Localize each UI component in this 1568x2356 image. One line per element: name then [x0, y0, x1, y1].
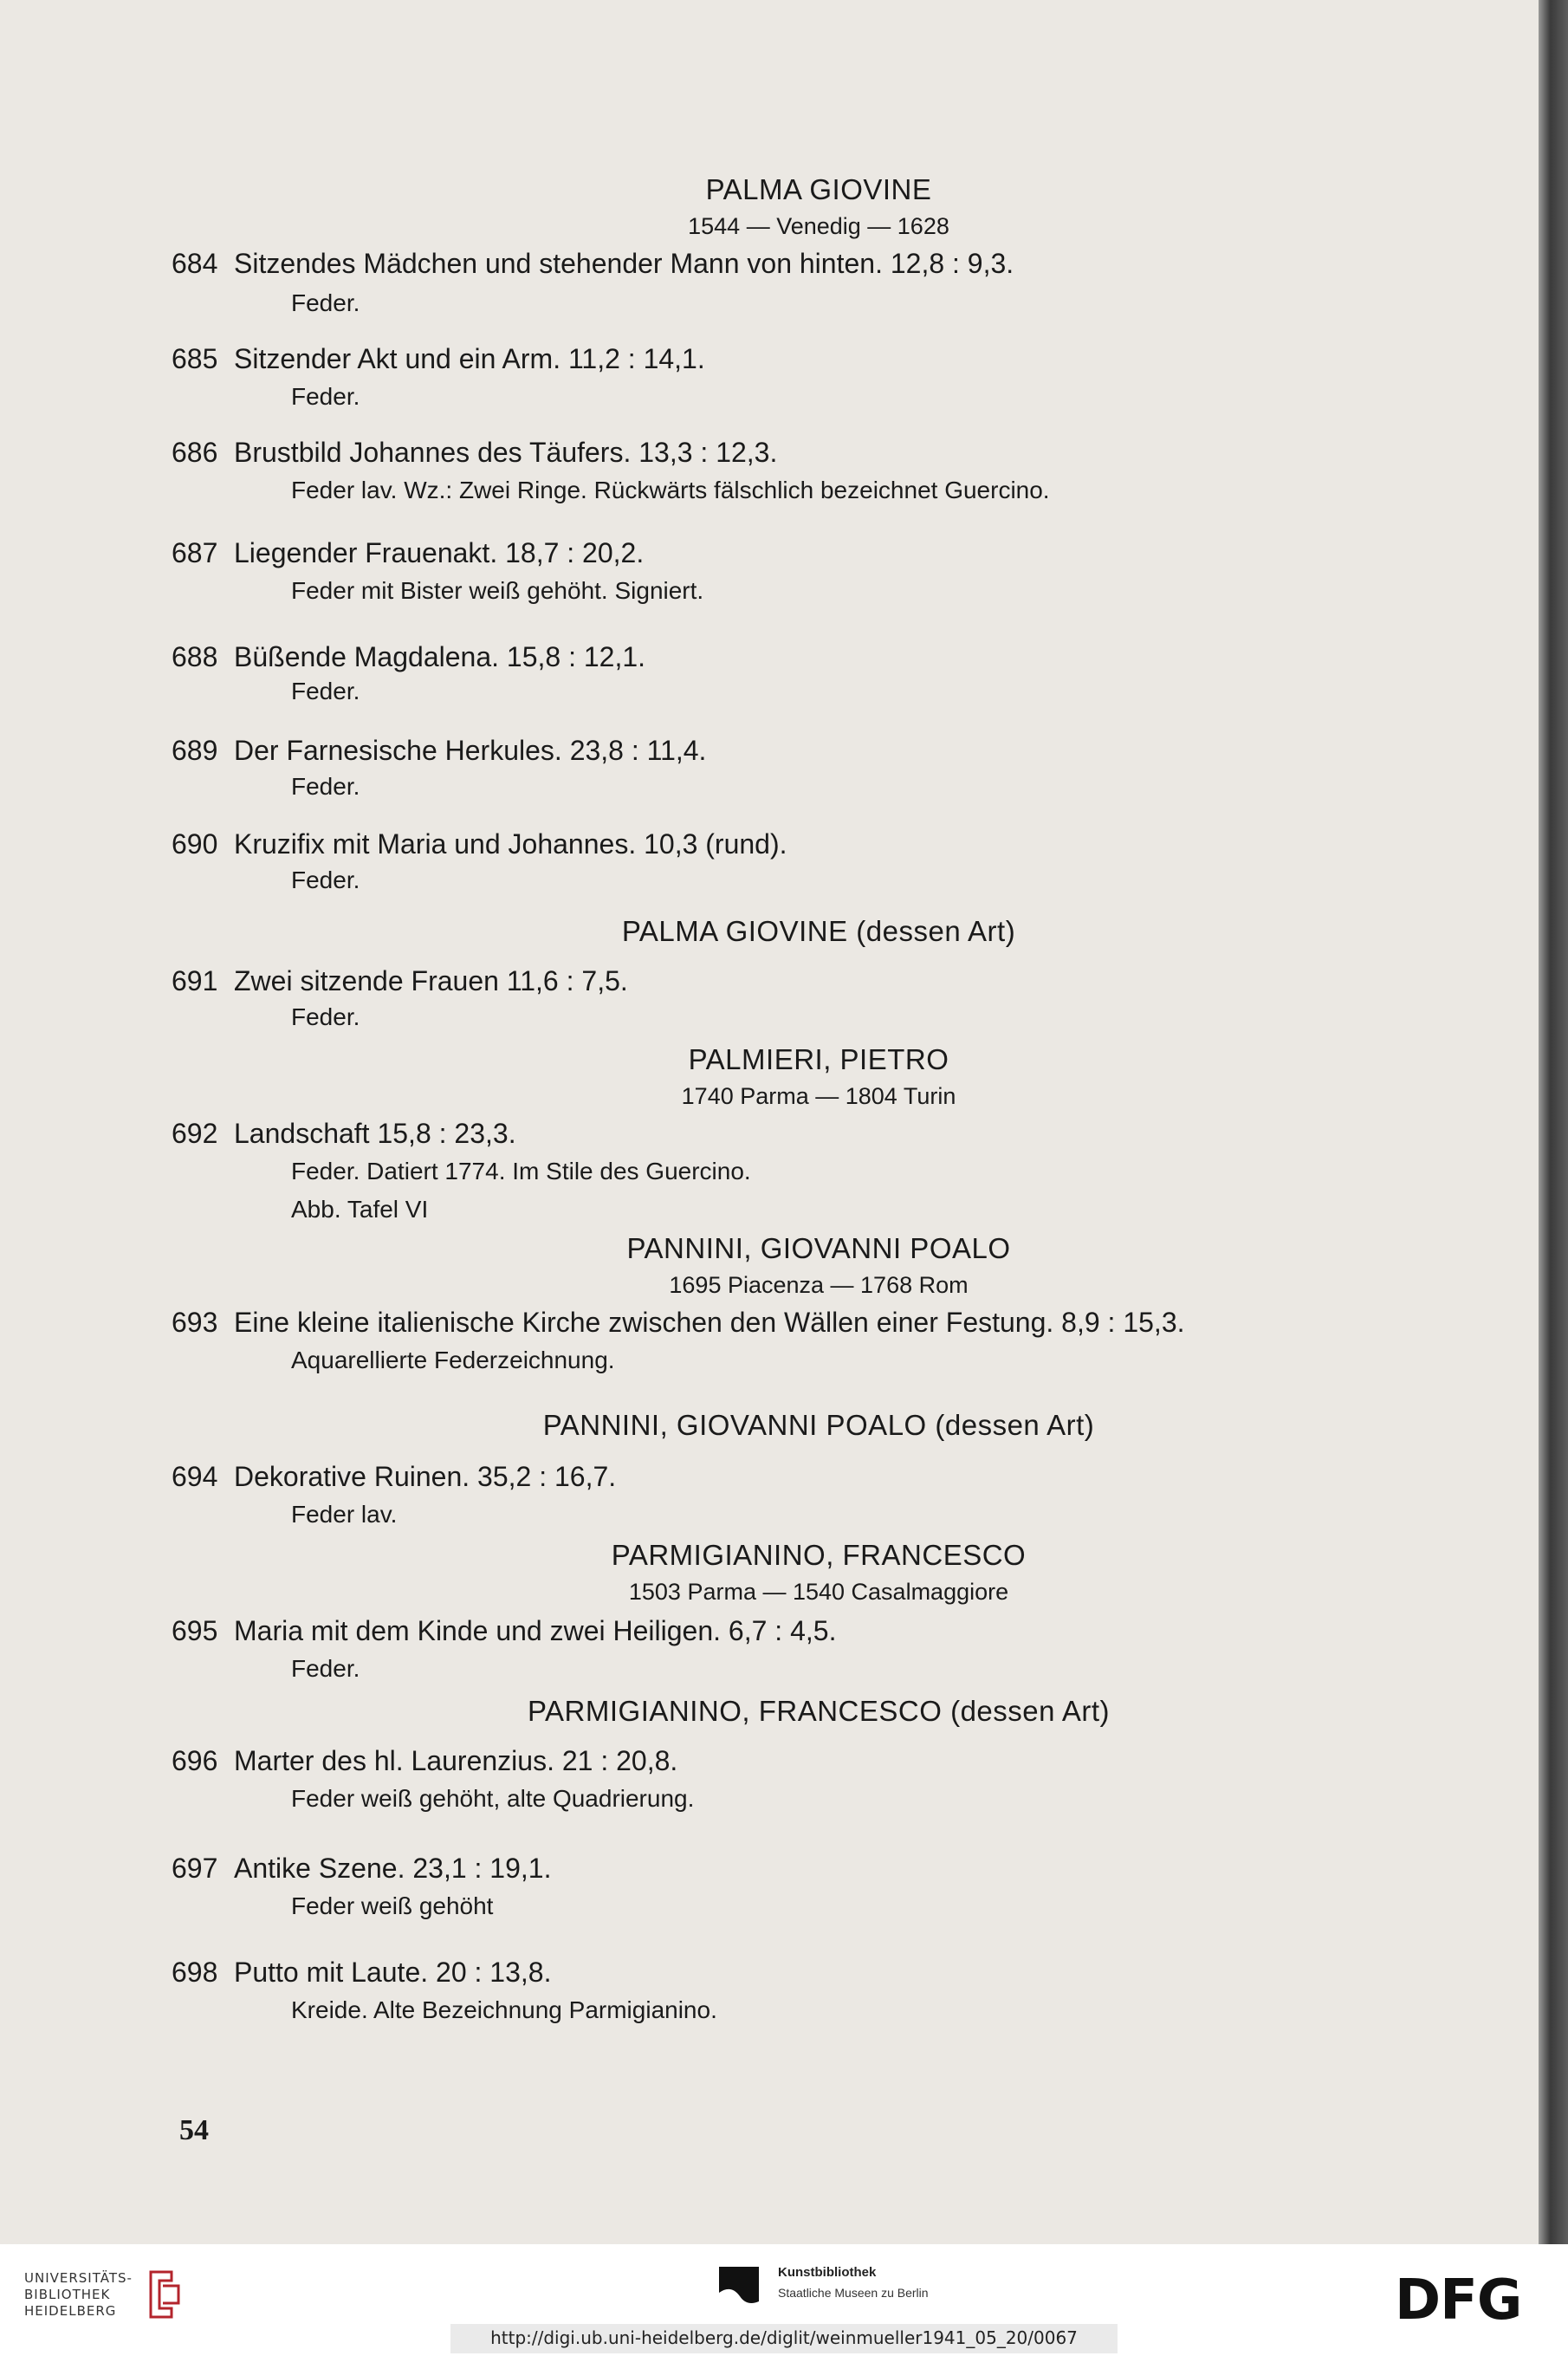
- catalog-entry: 695 Maria mit dem Kinde und zwei Heiligen. 6,7 : 4,5.: [172, 1615, 837, 1646]
- artist-heading: PALMA GIOVINE (dessen Art): [621, 915, 1016, 947]
- entry-note: Aquarellierte Federzeichnung.: [291, 1347, 615, 1373]
- entry-note: Feder.: [291, 1655, 360, 1682]
- entry-note: Feder.: [291, 289, 360, 316]
- entry-note: Feder.: [291, 1003, 360, 1030]
- catalog-entry: 691 Zwei sitzende Frauen 11,6 : 7,5.: [172, 965, 628, 996]
- artist-heading: PALMIERI, PIETRO: [688, 1043, 949, 1075]
- entry-note: Feder. Datiert 1774. Im Stile des Guercino.: [291, 1158, 751, 1184]
- logo-text-line: HEIDELBERG: [24, 2303, 117, 2319]
- entry-note: Feder.: [291, 383, 360, 410]
- dfg-logo[interactable]: DFG: [1395, 2268, 1522, 2333]
- artist-dates: 1740 Parma — 1804 Turin: [681, 1083, 956, 1109]
- catalog-entry: 697 Antike Szene. 23,1 : 19,1.: [172, 1853, 552, 1884]
- entry-note: Feder.: [291, 866, 360, 893]
- entry-note: Feder.: [291, 773, 360, 800]
- uni-heidelberg-mark-icon: [147, 2268, 184, 2320]
- kunstbibliothek-subtitle: Staatliche Museen zu Berlin: [778, 2286, 929, 2300]
- artist-heading: PARMIGIANINO, FRANCESCO (dessen Art): [527, 1695, 1110, 1727]
- entry-note: Feder.: [291, 678, 360, 704]
- artist-heading: PALMA GIOVINE: [705, 173, 932, 205]
- book-gutter: [1539, 0, 1568, 2244]
- artist-heading: PANNINI, GIOVANNI POALO (dessen Art): [542, 1409, 1095, 1441]
- artist-dates: 1544 — Venedig — 1628: [688, 213, 949, 239]
- entry-note: Feder lav.: [291, 1501, 398, 1528]
- entry-note: Feder weiß gehöht: [291, 1892, 494, 1919]
- catalog-entry: 684 Sitzendes Mädchen und stehender Mann von hinten. 12,8 : 9,3.: [172, 248, 1014, 279]
- catalog-entry: 689 Der Farnesische Herkules. 23,8 : 11,4.: [172, 735, 707, 766]
- catalog-entry: 686 Brustbild Johannes des Täufers. 13,3 : 12,3.: [172, 437, 778, 468]
- entry-note: Abb. Tafel VI: [291, 1196, 429, 1223]
- artist-heading: PANNINI, GIOVANNI POALO: [626, 1232, 1011, 1264]
- entry-note: Feder lav. Wz.: Zwei Ringe. Rückwärts fälschlich bezeichnet Guercino.: [291, 477, 1050, 503]
- logo-text-line: UNIVERSITÄTS-: [24, 2270, 133, 2286]
- catalog-entry: 692 Landschaft 15,8 : 23,3.: [172, 1118, 516, 1149]
- entry-note: Feder mit Bister weiß gehöht. Signiert.: [291, 577, 704, 604]
- artist-dates: 1503 Parma — 1540 Casalmaggiore: [628, 1579, 1009, 1605]
- page-number: 54: [179, 2114, 209, 2146]
- catalog-entry: 698 Putto mit Laute. 20 : 13,8.: [172, 1957, 552, 1988]
- catalog-entry: 690 Kruzifix mit Maria und Johannes. 10,3 (rund).: [172, 828, 787, 860]
- catalog-entry: 687 Liegender Frauenakt. 18,7 : 20,2.: [172, 537, 645, 568]
- catalog-entry: 694 Dekorative Ruinen. 35,2 : 16,7.: [172, 1461, 617, 1492]
- catalog-entry: 693 Eine kleine italienische Kirche zwischen den Wällen einer Festung. 8,9 : 15,3.: [172, 1307, 1185, 1338]
- artist-heading: PARMIGIANINO, FRANCESCO: [611, 1539, 1027, 1571]
- kunstbibliothek-name[interactable]: Kunstbibliothek: [778, 2265, 877, 2280]
- logo-text-line: BIBLIOTHEK: [24, 2287, 111, 2302]
- permalink-url[interactable]: http://digi.ub.uni-heidelberg.de/diglit/weinmueller1941_05_20/0067: [490, 2327, 1078, 2348]
- uni-heidelberg-logo[interactable]: [24, 2270, 133, 2320]
- entry-note: Feder weiß gehöht, alte Quadrierung.: [291, 1785, 695, 1812]
- kunstbibliothek-logo-icon: [719, 2267, 759, 2314]
- catalog-entry: 696 Marter des hl. Laurenzius. 21 : 20,8.: [172, 1745, 678, 1776]
- catalog-entry: 688 Büßende Magdalena. 15,8 : 12,1.: [172, 641, 646, 672]
- artist-dates: 1695 Piacenza — 1768 Rom: [669, 1272, 969, 1298]
- catalog-entry: 685 Sitzender Akt und ein Arm. 11,2 : 14,1.: [172, 343, 705, 374]
- entry-note: Kreide. Alte Bezeichnung Parmigianino.: [291, 1996, 717, 2023]
